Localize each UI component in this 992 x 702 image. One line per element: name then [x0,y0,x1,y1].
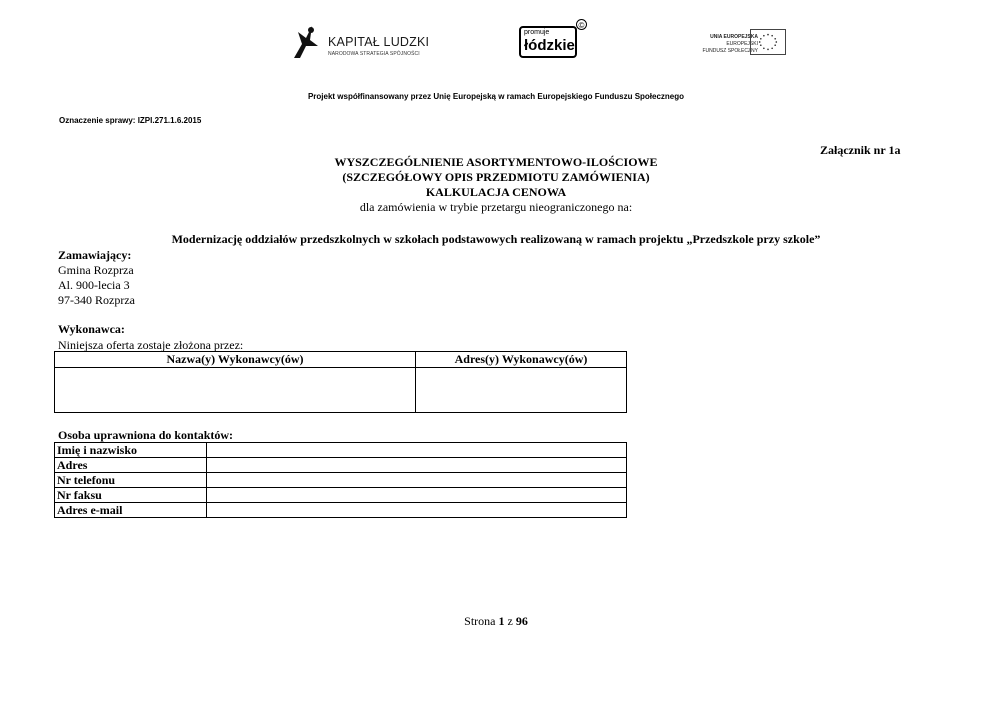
order-subject: Modernizację oddziałów przedszkolnych w szkołach podstawowych realizowaną w ramach projektu „Przedszkole przy szkole” [171,232,821,246]
contact-phone-label: Nr telefonu [55,473,207,488]
table-row [55,488,627,503]
page-prefix: Strona [464,614,499,628]
contact-phone-value[interactable] [207,473,627,488]
contact-address-value[interactable] [207,458,627,473]
contractor-table [54,351,627,413]
document-title [0,155,992,215]
contractor-name-cell[interactable] [55,368,416,413]
title-line-1: WYSZCZEGÓLNIENIE ASORTYMENTOWO-ILOŚCIOWE [334,155,658,169]
contact-email-value[interactable] [207,503,627,518]
contractor-address-cell[interactable] [416,368,627,413]
contact-name-value[interactable] [207,443,627,458]
lodzkie-logo-text: łódzkie [524,37,575,54]
current-page: 1 [498,614,505,628]
contracting-authority-name: Gmina Rozprza [58,263,134,277]
contact-email-label: Adres e-mail [55,503,207,518]
kapital-ludzki-logo-icon [292,24,318,58]
contracting-authority-heading: Zamawiający: [58,248,132,262]
contracting-authority-street: Al. 900-lecia 3 [58,278,130,292]
total-pages: 96 [515,614,528,628]
title-line-2: (SZCZEGÓŁOWY OPIS PRZEDMIOTU ZAMÓWIENIA) [342,170,650,184]
contracting-authority-city: 97-340 Rozprza [58,293,135,307]
title-line-4: dla zamówienia w trybie przetargu nieograniczonego na: [359,200,633,214]
copyright-icon: © [576,19,587,30]
case-reference: Oznaczenie sprawy: IZPI.271.1.6.2015 [59,116,202,125]
kapital-ludzki-subtitle: NARODOWA STRATEGIA SPÓJNOŚCI [328,51,420,57]
contact-table [54,442,627,518]
contractor-intro: Niniejsza oferta zostaje złożona przez: [58,338,244,352]
table-row [55,503,627,518]
eu-logo-line1: UNIA EUROPEJSKA [710,34,758,40]
page-number [0,614,992,629]
contact-person-heading: Osoba uprawniona do kontaktów: [58,428,234,442]
table-row [55,473,627,488]
eu-logo-line3: FUNDUSZ SPOŁECZNY [702,48,758,54]
contractor-name-header: Nazwa(y) Wykonawcy(ów) [55,352,416,368]
project-funding-note: Projekt współfinansowany przez Unię Europejską w ramach Europejskiego Funduszu Społecznego [307,92,685,101]
table-row [55,443,627,458]
page-separator: z [504,614,516,628]
lodzkie-logo-small-text: promuje [524,29,550,36]
contact-fax-value[interactable] [207,488,627,503]
attachment-number: Załącznik nr 1a [820,143,901,157]
contact-fax-label: Nr faksu [55,488,207,503]
title-line-3: KALKULACJA CENOWA [425,185,567,199]
contact-address-label: Adres [55,458,207,473]
contact-name-label: Imię i nazwisko [55,443,207,458]
eu-logo-text [660,34,758,55]
eu-flag-icon [750,29,786,55]
eu-logo-line2: EUROPEJSKI [726,41,758,47]
contractor-heading: Wykonawca: [58,322,125,336]
table-row [55,458,627,473]
kapital-ludzki-title: KAPITAŁ LUDZKI [328,35,430,49]
contractor-address-header: Adres(y) Wykonawcy(ów) [416,352,627,368]
